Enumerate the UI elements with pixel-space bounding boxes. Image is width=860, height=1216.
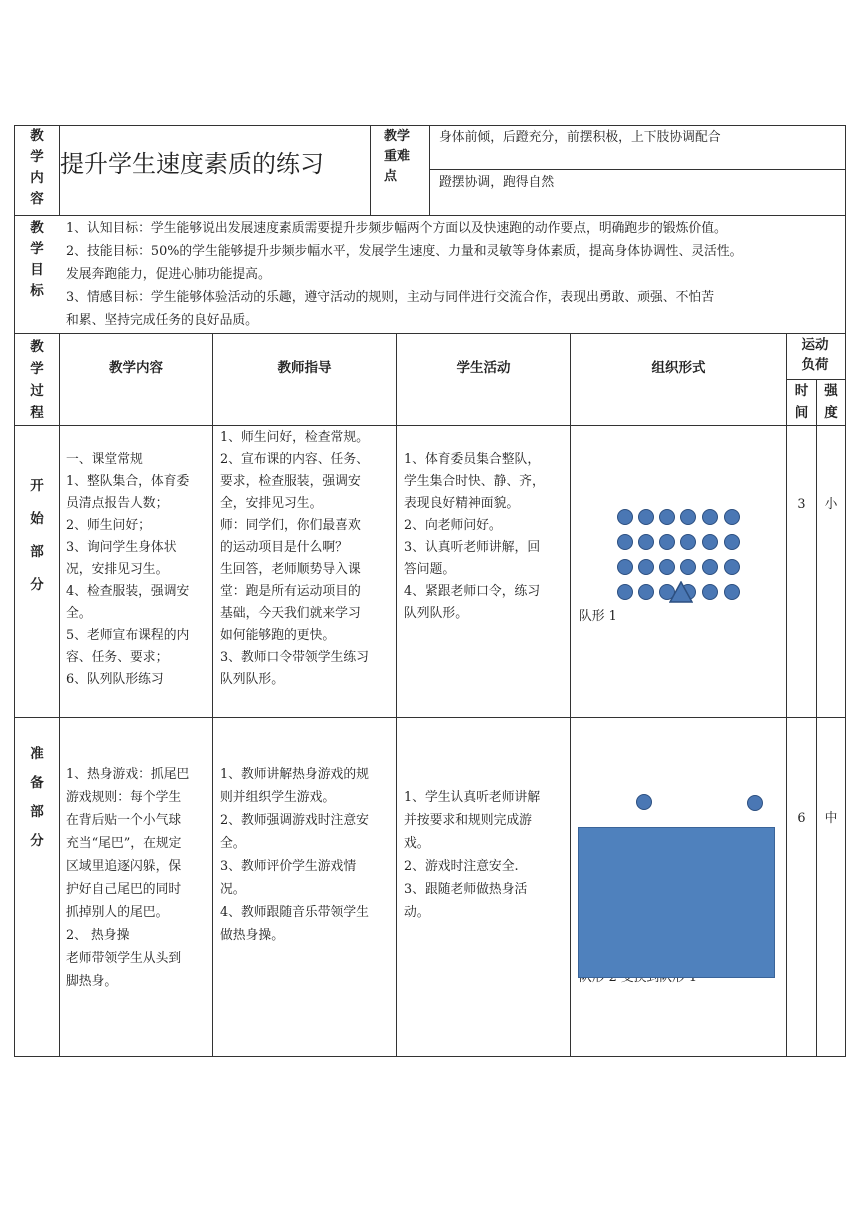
student-dot [636,794,652,810]
teacher-line: 全，安排见习生。 [220,496,323,511]
section-name-text: 准备部分 [30,746,44,849]
student-line: 1、体育委员集合整队， [404,452,541,467]
formation-1-diagram [617,509,747,604]
teacher-line: 师：同学们，你们最喜欢 [220,518,361,533]
student-dot [638,534,654,550]
header-content: 教学内容 [109,360,163,376]
header-intensity [817,380,845,424]
content-line: 区域里追逐闪躲，保 [66,859,182,874]
section-content [66,763,212,993]
section-teacher [220,763,396,947]
load-time: 3 [797,497,806,512]
header-load-text: 运动负荷 [801,337,829,373]
section-name [26,470,48,602]
student-line: 学生集合时快、静、齐， [404,474,545,489]
teacher-line: 1、教师讲解热身游戏的规 [220,767,369,782]
teacher-line: 如何能够跑的更快。 [220,628,336,643]
section-student [404,786,570,924]
formation-2-area-shape [578,827,775,978]
student-dot [724,534,740,550]
teacher-line: 3、教师评价学生游戏情 [220,859,357,874]
student-dot [724,559,740,575]
content-line: 充当“尾巴”，在规定 [66,836,182,851]
objective-line: 2、技能目标：50%的学生能够提升步频步幅水平，发展学生速度、力量和灵敏等身体素质，提高身体协调性、灵活性。 [66,244,743,259]
student-line: 队列队形。 [404,606,468,621]
content-line: 3、询问学生身体状 [66,540,177,555]
objectives-label-text: 教学目标 [30,220,44,299]
teacher-line: 做热身操。 [220,928,284,943]
header-time-text: 时间 [794,383,809,421]
student-line: 4、紧跟老师口令，练习 [404,584,541,599]
teacher-line: 队列队形。 [220,672,284,687]
student-line: 表现良好精神面貌。 [404,496,520,511]
student-dot [617,509,633,525]
key-point-1: 身体前倾，后蹬充分，前摆积极，上下肢协调配合 [439,130,721,145]
formation-caption: 队形 1 [579,609,617,624]
student-dot [702,509,718,525]
student-dot [638,509,654,525]
student-line: 1、学生认真听老师讲解 [404,790,541,805]
content-line: 护好自己尾巴的同时 [66,882,182,897]
content-line: 4、检查服装，强调安 [66,584,190,599]
student-dot [724,584,740,600]
student-dot [747,795,763,811]
student-dot [680,559,696,575]
lesson-title: 提升学生速度素质的练习 [60,150,324,178]
section-student [404,449,570,625]
student-dot [702,559,718,575]
key-points-label-text: 教学重难点 [384,129,411,184]
student-line: 3、跟随老师做热身活 [404,882,528,897]
load-time: 6 [797,811,806,826]
content-line: 员清点报告人数； [66,496,169,511]
teacher-line: 生回答，老师顺势导入课 [220,562,361,577]
content-line: 6、队列队形练习 [66,672,164,687]
student-dot [659,534,675,550]
student-line: 3、认真听老师讲解，回 [404,540,541,555]
student-dot [702,584,718,600]
student-line: 并按要求和规则完成游 [404,813,532,828]
teacher-line: 4、教师跟随音乐带领学生 [220,905,369,920]
content-line: 1、热身游戏：抓尾巴 [66,767,190,782]
key-points-label [384,127,414,187]
objective-line: 3、情感目标：学生能够体验活动的乐趣，遵守活动的规则，主动与同伴进行交流合作，表现出勇敢、顽强、不怕苦 [66,290,714,305]
student-line: 2、游戏时注意安全. [404,859,519,874]
content-line: 1、整队集合，体育委 [66,474,190,489]
objective-line: 和累、坚持完成任务的良好品质。 [66,313,258,328]
objective-line: 发展奔跑能力，促进心肺功能提高。 [66,267,271,282]
process-label-text: 教学过程 [30,339,44,421]
objectives-text [66,217,842,332]
content-label-text: 教学内容 [30,128,44,207]
teacher-line: 况。 [220,882,246,897]
content-line: 在背后贴一个小气球 [66,813,182,828]
load-intensity: 中 [824,811,838,826]
content-line: 一、课堂常规 [66,452,143,467]
header-student: 学生活动 [456,360,511,376]
content-line: 2、师生问好； [66,518,151,533]
teacher-line: 要求，检查服装，强调安 [220,474,361,489]
student-line: 戏。 [404,836,430,851]
content-line: 5、老师宣布课程的内 [66,628,190,643]
student-line: 2、向老师问好。 [404,518,502,533]
section-teacher [220,427,396,691]
process-label [26,336,48,424]
content-line: 游戏规则：每个学生 [66,790,182,805]
teacher-line: 堂：跑是所有运动项目的 [220,584,361,599]
student-dot [617,584,633,600]
content-line: 2、 热身操 [66,928,130,943]
content-line: 老师带领学生从头到 [66,951,182,966]
student-dot [638,584,654,600]
student-dot [680,534,696,550]
student-dot [617,534,633,550]
student-line: 动。 [404,905,430,920]
teacher-line: 1、师生问好，检查常规。 [220,430,369,445]
section-content [66,449,212,691]
teacher-line: 全。 [220,836,246,851]
student-dot [702,534,718,550]
student-dot [724,509,740,525]
content-line: 全。 [66,606,92,621]
header-time [787,380,816,424]
header-organization: 组织形式 [651,360,706,376]
teacher-line: 2、宣布课的内容、任务、 [220,452,369,467]
objectives-label [26,218,48,302]
header-teacher: 教师指导 [277,360,332,376]
teacher-line: 3、教师口令带领学生练习 [220,650,369,665]
teacher-line: 2、教师强调游戏时注意安 [220,813,369,828]
objective-line: 1、认知目标：学生能够说出发展速度素质需要提升步频步幅两个方面以及快速跑的动作要点，明确跑步的锻炼价值。 [66,221,727,236]
student-line: 答问题。 [404,562,456,577]
student-dot [659,509,675,525]
content-line: 脚热身。 [66,974,118,989]
student-dot [659,559,675,575]
section-name [26,740,48,856]
teacher-line: 则并组织学生游戏。 [220,790,336,805]
key-point-2: 蹬摆协调，跑得自然 [439,175,555,190]
content-label [26,126,48,210]
teacher-line: 基础，今天我们就来学习 [220,606,361,621]
student-dot [680,509,696,525]
student-dot [617,559,633,575]
student-dot [638,559,654,575]
content-line: 抓掉别人的尾巴。 [66,905,169,920]
teacher-line: 的运动项目是什么啊？ [220,540,348,555]
section-name-text: 开始部分 [30,478,44,593]
header-load [800,335,830,375]
header-intensity-text: 强度 [824,383,838,421]
content-line: 况，安排见习生。 [66,562,169,577]
content-line: 容、任务、要求； [66,650,169,665]
teacher-triangle-icon [669,581,693,603]
load-intensity: 小 [824,497,838,512]
